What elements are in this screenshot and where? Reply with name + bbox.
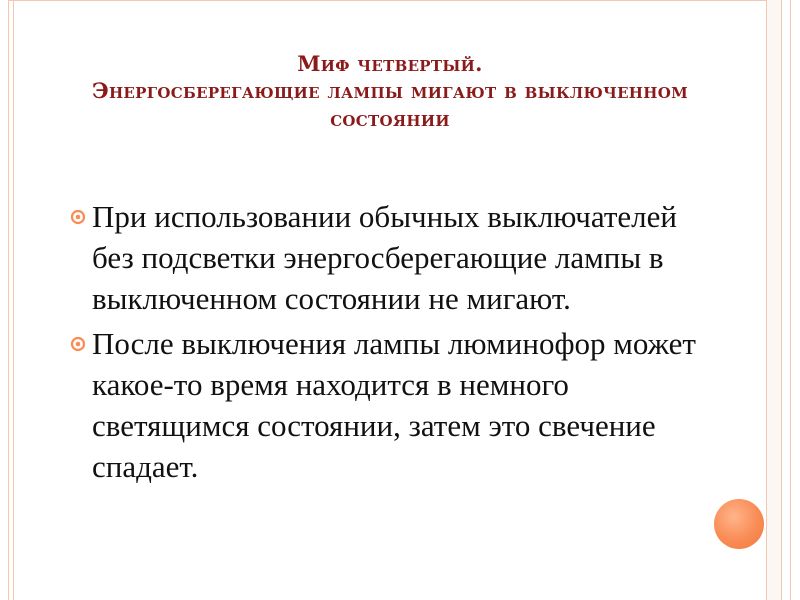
- decorative-circle-icon: [714, 499, 764, 549]
- circle-bullet-icon: [70, 336, 86, 352]
- frame-left-line-inner: [13, 0, 14, 600]
- bullet-text: При использовании обычных выключателей без подсветки энергосберегающие лампы в выключенном состоянии не мигают.: [92, 199, 677, 316]
- bullet-list: [70, 196, 720, 491]
- frame-right-line-outer: [790, 0, 791, 600]
- bullet-text: После выключения лампы люминофор может какое-то время находится в немного светящимся состоянии, затем это свечение спадает.: [92, 326, 696, 484]
- slide-title-line1: Миф четвертый.: [297, 51, 483, 76]
- circle-bullet-icon: [70, 209, 86, 225]
- frame-left-line-outer: [8, 0, 9, 600]
- frame-right-band: [766, 0, 782, 600]
- frame-top-line: [8, 0, 768, 1]
- slide-title-line2: Энергосберегающие лампы мигают в выключенном состоянии: [91, 78, 689, 131]
- slide-title: [60, 50, 720, 132]
- bullet-item: [70, 196, 720, 319]
- bullet-item: [70, 323, 720, 487]
